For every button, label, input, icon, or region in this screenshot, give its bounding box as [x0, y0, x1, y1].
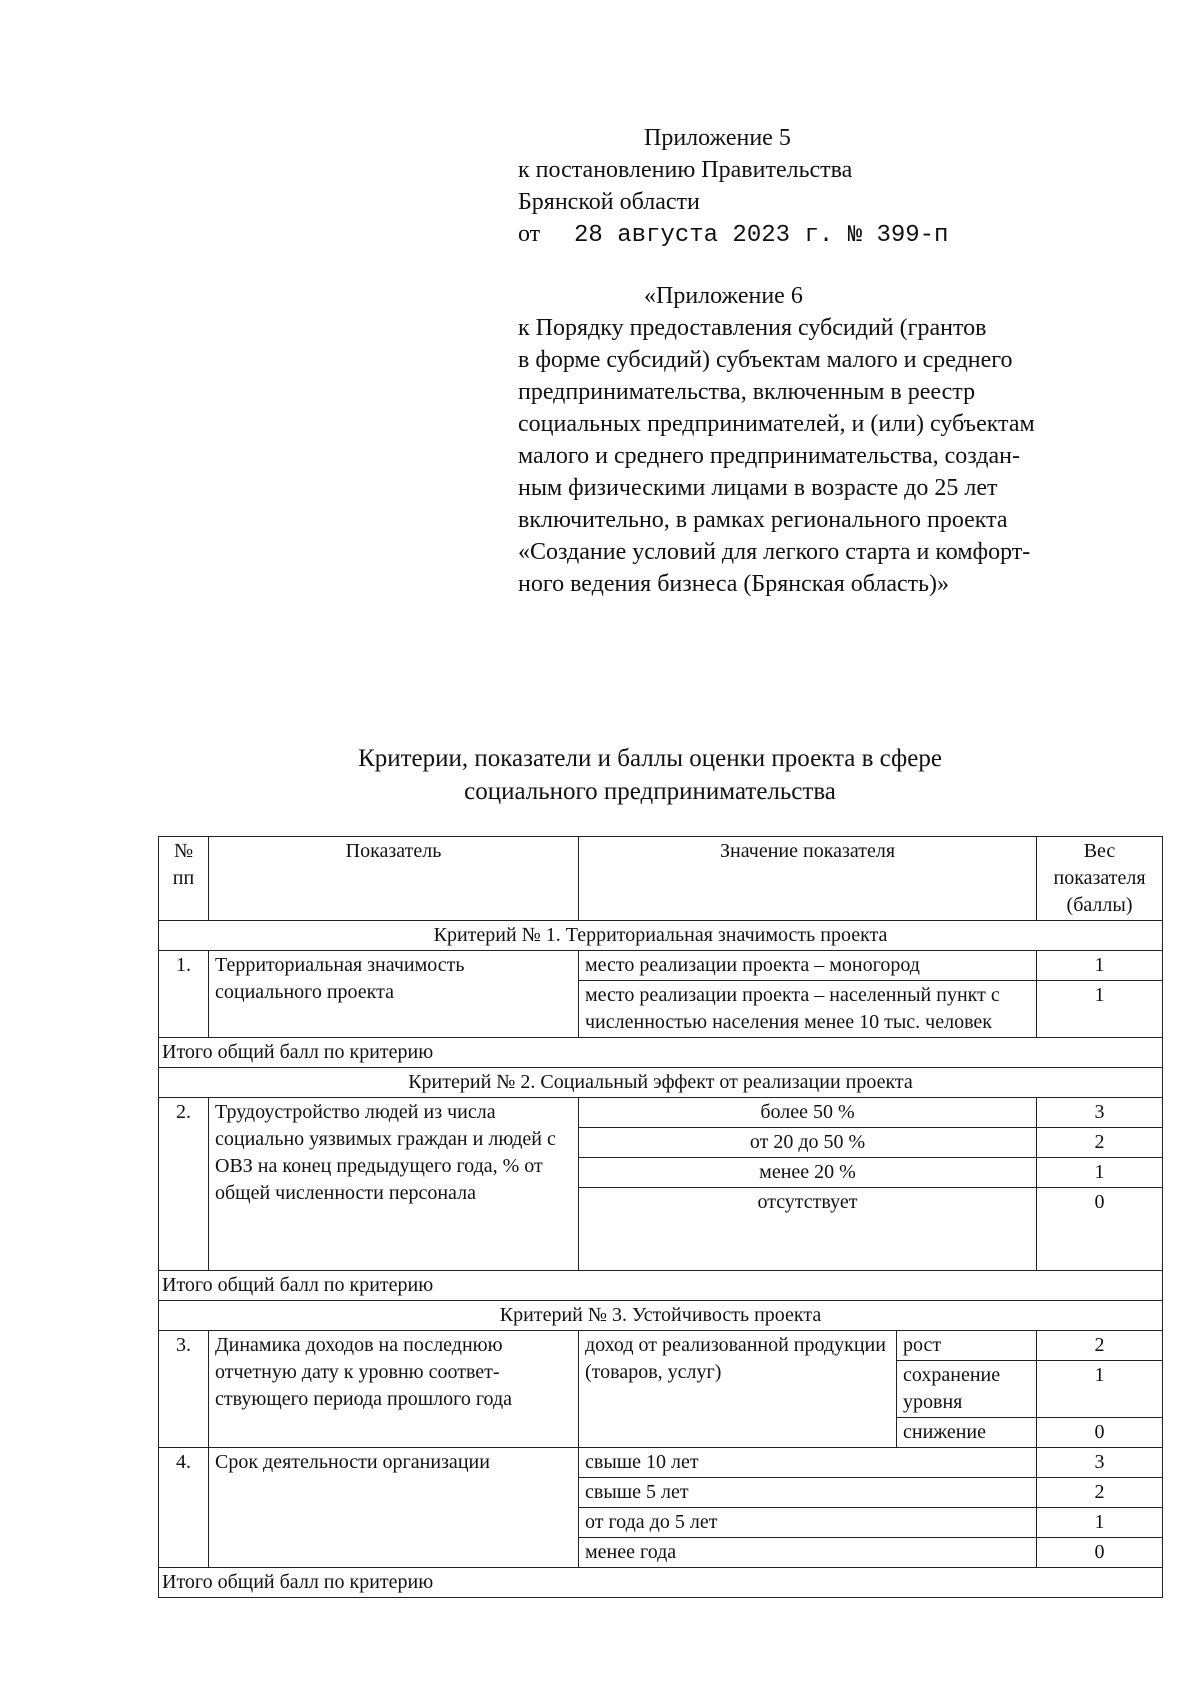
- value-cell: от года до 5 лет: [579, 1508, 1037, 1538]
- document-title: [160, 742, 1140, 808]
- criterion-total: Итого общий балл по критерию: [159, 1038, 1163, 1068]
- order-line: в форме субсидий) субъектам малого и среднего: [518, 347, 1013, 373]
- header-num: № пп: [159, 837, 209, 921]
- quoted-appendix-number: «Приложение 6: [644, 283, 803, 309]
- table-row: [159, 951, 1163, 981]
- order-line: предпринимательства, включенным в реестр: [518, 379, 976, 405]
- value-cell: от 20 до 50 %: [579, 1128, 1037, 1158]
- order-line: к Порядку предоставления субсидий (грантов: [518, 315, 987, 341]
- score-cell: 1: [1037, 1508, 1163, 1538]
- resolution-reference: к постановлению Правительства: [518, 157, 853, 183]
- criterion-total: Итого общий балл по критерию: [159, 1568, 1163, 1598]
- order-line: включительно, в рамках регионального проекта: [518, 507, 1008, 533]
- order-line: социальных предпринимателей, и (или) субъектам: [518, 411, 1035, 437]
- score-cell: 2: [1037, 1478, 1163, 1508]
- score-cell: 1: [1037, 1158, 1163, 1188]
- resolution-date: от 28 августа 2023 г. № 399-п: [518, 221, 949, 249]
- region-name: Брянской области: [518, 189, 700, 215]
- value-cell: доход от реализованной продукции (товаров, услуг): [579, 1331, 897, 1448]
- value-cell: менее 20 %: [579, 1158, 1037, 1188]
- value-cell: менее года: [579, 1538, 1037, 1568]
- score-cell: 1: [1037, 981, 1163, 1038]
- criterion-title: Критерий № 1. Территориальная значимость проекта: [159, 921, 1163, 951]
- sub-value-cell: сохранение уровня: [897, 1361, 1037, 1418]
- table-row: [159, 1331, 1163, 1361]
- sub-value-cell: рост: [897, 1331, 1037, 1361]
- score-cell: 0: [1037, 1188, 1163, 1271]
- sub-value-cell: снижение: [897, 1418, 1037, 1448]
- criterion-title: Критерий № 2. Социальный эффект от реализации проекта: [159, 1068, 1163, 1098]
- value-cell: место реализации проекта – населенный пункт с численностью населения менее 10 тыс. человек: [579, 981, 1037, 1038]
- table-row: [159, 1098, 1163, 1128]
- value-cell: отсутствует: [579, 1188, 1037, 1271]
- header-value: Значение показателя: [579, 837, 1037, 921]
- criteria-table: [158, 836, 1163, 1598]
- row-number: 2.: [159, 1098, 209, 1271]
- row-number: 3.: [159, 1331, 209, 1448]
- order-line: малого и среднего предпринимательства, создан-: [518, 443, 1020, 469]
- row-number: 1.: [159, 951, 209, 1038]
- score-cell: 2: [1037, 1128, 1163, 1158]
- order-line: «Создание условий для легкого старта и комфорт-: [518, 539, 1031, 565]
- score-cell: 2: [1037, 1331, 1163, 1361]
- title-line: Критерии, показатели и баллы оценки проекта в сфере: [358, 745, 942, 772]
- score-cell: 0: [1037, 1418, 1163, 1448]
- appendix-number: Приложение 5: [644, 125, 791, 151]
- indicator-cell: Динамика доходов на последнюю отчетную дату к уровню соответ-ствующего периода прошлого года: [209, 1331, 579, 1448]
- row-number: 4.: [159, 1448, 209, 1568]
- score-cell: 3: [1037, 1098, 1163, 1128]
- score-cell: 1: [1037, 951, 1163, 981]
- value-cell: свыше 10 лет: [579, 1448, 1037, 1478]
- order-line: ным физическими лицами в возрасте до 25 лет: [518, 475, 998, 501]
- table-row: [159, 1448, 1163, 1478]
- table-header-row: [159, 837, 1163, 921]
- value-cell: более 50 %: [579, 1098, 1037, 1128]
- value-cell: свыше 5 лет: [579, 1478, 1037, 1508]
- header-weight: Вес показателя (баллы): [1037, 837, 1163, 921]
- appendix-header: [518, 122, 1128, 600]
- resolution-date-value: 28 августа 2023 г. № 399-п: [574, 222, 949, 249]
- value-cell: место реализации проекта – моногород: [579, 951, 1037, 981]
- order-line: ного ведения бизнеса (Брянская область)»: [518, 571, 950, 597]
- score-cell: 0: [1037, 1538, 1163, 1568]
- criterion-total: Итого общий балл по критерию: [159, 1271, 1163, 1301]
- title-line: социального предпринимательства: [464, 778, 836, 805]
- score-cell: 1: [1037, 1361, 1163, 1418]
- criterion-title: Критерий № 3. Устойчивость проекта: [159, 1301, 1163, 1331]
- indicator-cell: Трудоустройство людей из числа социально уязвимых граждан и людей с ОВЗ на конец предыдущего года, % от общей численности персонала: [209, 1098, 579, 1271]
- score-cell: 3: [1037, 1448, 1163, 1478]
- indicator-cell: Срок деятельности организации: [209, 1448, 579, 1568]
- indicator-cell: Территориальная значимость социального проекта: [209, 951, 579, 1038]
- header-indicator: Показатель: [209, 837, 579, 921]
